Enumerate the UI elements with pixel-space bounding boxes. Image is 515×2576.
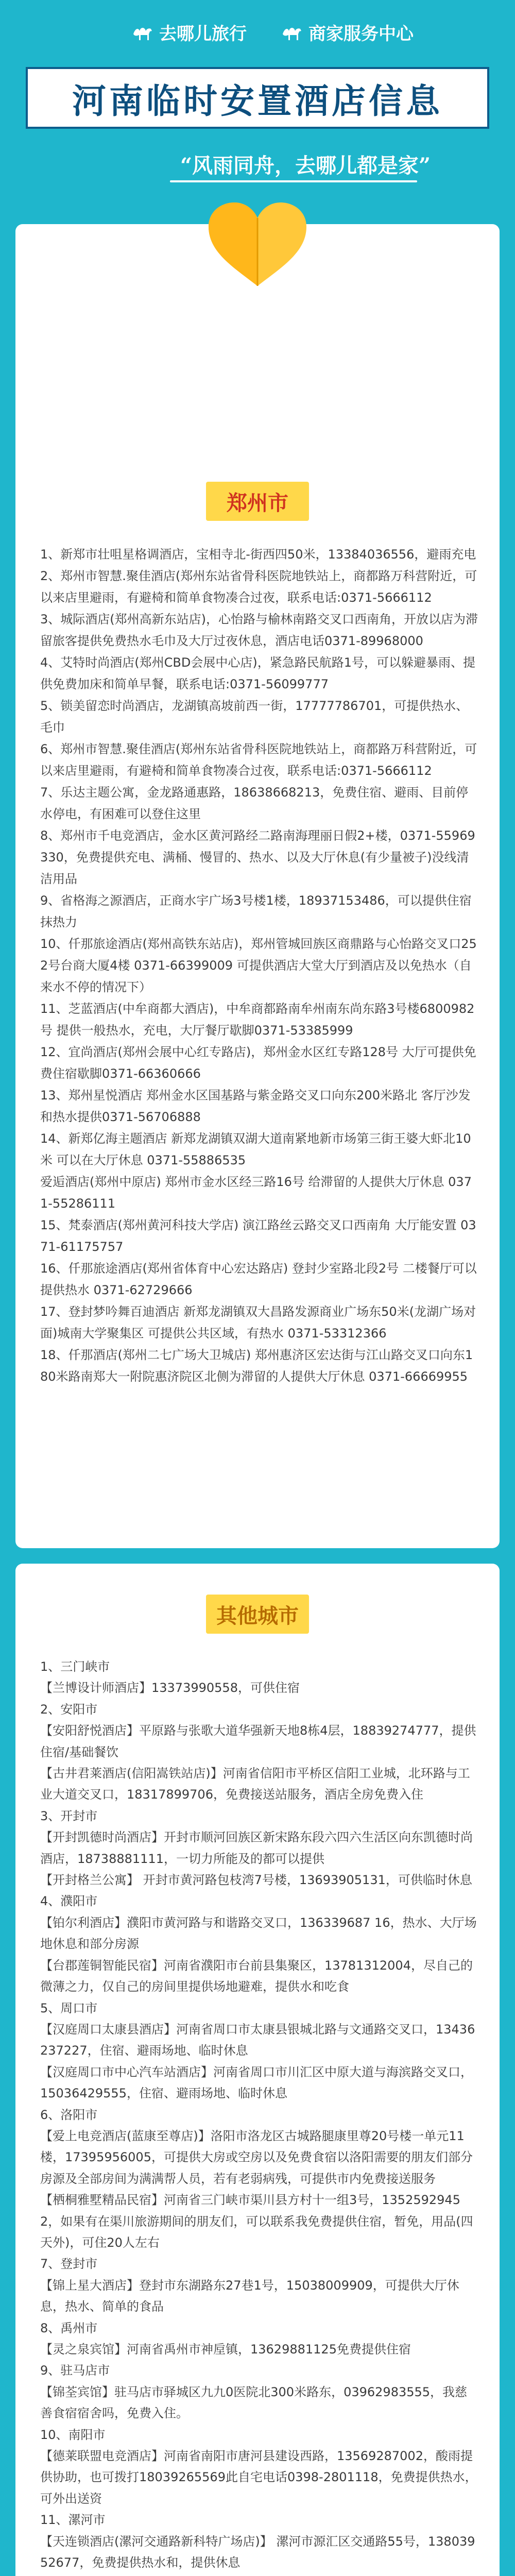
slogan	[134, 149, 431, 191]
slogan-underline	[170, 180, 417, 182]
list-item: 【汉庭周口市中心汽车站酒店】河南省周口市川汇区中原大道与海滨路交叉口，15036429555，住宿、避雨场地、临时休息	[40, 2064, 473, 2101]
list-item: 【台郡莲铜智能民宿】河南省濮阳市台前县集聚区，13781312004，尽自己的微薄之力，仅自己的房间里提供场地避难，提供水和吃食	[40, 1958, 473, 1994]
list-item: 14、新郑亿海主题酒店 新郑龙湖镇双湖大道南紧地新市场第三街王婆大虾北10米 可以在大厅休息 0371-55886535	[40, 1131, 471, 1167]
other-cities-card	[15, 1564, 500, 2576]
list-item: 【安阳舒悦酒店】平原路与张歌大道华强新天地8栋4层，18839274777，提供住宿/基础餐饮	[40, 1723, 476, 1759]
brand-left-label: 去哪儿旅行	[159, 24, 247, 44]
list-item: 1、三门峡市	[40, 1659, 110, 1674]
list-item: 3、城际酒店(郑州高新东站店)，心怡路与榆林南路交叉口西南角，开放以店为滞留旅客提供免费热水毛巾及大厅过夜休息，酒店电话0371-89968000	[40, 612, 478, 648]
list-item: 【锦上星大酒店】登封市东湖路东27巷1号，15038009909，可提供大厅休息，热水、简单的食品	[40, 2278, 459, 2314]
list-item: 【铂尔利酒店】濮阳市黄河路与和谐路交叉口，136339687 16，热水、大厅场地休息和部分房源	[40, 1915, 477, 1952]
list-item: 3、开封市	[40, 1808, 98, 1823]
camel-icon	[131, 24, 154, 41]
list-item: 【古井君莱酒店(信阳嵩铁站店)】河南省信阳市平桥区信阳工业城，北环路与工业大道交叉口，18317899706，免费接送站服务，酒店全房免费入住	[40, 1766, 470, 1802]
list-item: 12、宜尚酒店(郑州会展中心红专路店)，郑州金水区红专路128号 大厅可提供免费住宿歇脚0371-66360666	[40, 1045, 476, 1081]
list-item: 【汉庭周口太康县酒店】河南省周口市太康县银城北路与文通路交叉口，13436237227，住宿、避雨场地、临时休息	[40, 2022, 475, 2058]
zhengzhou-hotel-list	[40, 544, 479, 1387]
list-item: 11、漯河市	[40, 2513, 106, 2528]
section-tag-other-cities	[206, 1595, 309, 1634]
list-item: 4、艾特时尚酒店(郑州CBD会展中心店)，紧急路民航路1号，可以躲避暴雨、提供免费加床和简单早餐，联系电话:0371-56099777	[40, 655, 475, 691]
slogan-text: “风雨同舟，去哪儿都是家”	[180, 154, 431, 178]
list-item: 5、锁美留恋时尚酒店，龙湖镇高坡前西一街，17777786701，可提供热水、毛巾	[40, 699, 469, 735]
list-item: 2、安阳市	[40, 1702, 98, 1717]
list-item: 4、濮阳市	[40, 1894, 98, 1909]
list-item	[40, 2573, 479, 2576]
list-item: 15、梵泰酒店(郑州黄河科技大学店) 演江路丝云路交叉口西南角 大厅能安置 0371-61175757	[40, 1218, 476, 1254]
list-item: 9、驻马店市	[40, 2363, 110, 2378]
list-item: 8、郑州市千电竞酒店，金水区黄河路经二路南海理丽日假2+楼，0371-55969330，免费提供充电、满桶、慢冒的、热水、以及大厅休息(有少量被子)没线清洁用品	[40, 828, 475, 886]
list-item: 11、芝蓝酒店(中牟商都大酒店)，中牟商都路南牟州南东尚东路3号楼6800982号 提供一般热水，充电，大厅餐厅歇脚0371-53385999	[40, 1002, 475, 1038]
section-tag-label: 郑州市	[227, 491, 288, 515]
page-title: 河南临时安置酒店信息	[72, 80, 443, 121]
list-item: 【德莱联盟电竞酒店】河南省南阳市唐河县建设西路，13569287002，酸雨提供协助，也可拨打18039265569此自宅电话0398-2801118，免费提供热水，可外出送资	[40, 2449, 477, 2506]
list-item: 7、乐达主题公寓，金龙路通惠路，18638668213，免费住宿、避雨、目前停水停电，有困难可以登住这里	[40, 785, 469, 821]
merchant-brand	[281, 20, 414, 45]
list-item: 【爱上电竞酒店(蓝康至尊店)】洛阳市洛龙区古城路腿康里尊20号楼一单元11楼，17395956005，可提供大房或空房以及免费食宿以洛阳需要的朋友们部分房源及全部房间为满满帮人员，若有老弱病残，可提供市内免费接送服务	[40, 2128, 473, 2186]
list-item: 【灵之泉宾馆】河南省禹州市神垕镇，13629881125免费提供住宿	[40, 2342, 411, 2357]
list-item: 【开封格兰公寓】 开封市黄河路包枝湾7号楼，13693905131，可供临时休息	[40, 1873, 472, 1888]
list-item: 爱逅酒店(郑州中原店) 郑州市金水区经三路16号 给滞留的人提供大厅休息 0371-55286111	[40, 1175, 472, 1211]
list-item: 17、登封梦吟舞百迪酒店 新郑龙湖镇双大昌路发源商业广场东50米(龙湖广场对面)城南大学聚集区 可提供公共区域，有热水 0371-53312366	[40, 1304, 476, 1341]
heart-hands-icon	[203, 198, 312, 289]
list-item: 13、郑州星悦酒店 郑州金水区国基路与紫金路交叉口向东200米路北 客厅沙发和热水提供0371-56706888	[40, 1088, 471, 1124]
list-item: 16、仟那旅途酒店(郑州省体育中心宏达路店) 登封少室路北段2号 二楼餐厅可以提供热水 0371-62729666	[40, 1261, 477, 1297]
zhengzhou-card	[15, 224, 500, 1548]
list-item: 5、周口市	[40, 2001, 98, 2015]
list-item: 【开封凯德时尚酒店】开封市顺河回族区新宋路东段六四六生活区向东凯德时尚酒店，18738881111，一切力所能及的都可以提供	[40, 1830, 473, 1866]
list-item: 1、新郑市壮咀星格调酒店，宝相寺北-街西四50米，13384036556，避雨充电	[40, 547, 476, 562]
section-tag-label: 其他城市	[216, 1604, 299, 1628]
page-title-box	[26, 67, 489, 129]
list-item: 8、禹州市	[40, 2320, 98, 2335]
list-item: 18、仟那酒店(郑州二七广场大卫城店) 郑州惠济区宏达街与江山路交叉口向东180米路南郑大一附院惠济院区北侧为滞留的人提供大厅休息 0371-66669955	[40, 1348, 473, 1384]
list-item: 10、仟那旅途酒店(郑州高铁东站店)，郑州管城回族区商鼎路与心怡路交叉口252号台商大厦4楼 0371-66399009 可提供酒店大堂大厅到酒店及以免热水（自来水不停的情况下）	[40, 937, 477, 994]
list-item: 2、郑州市智慧.聚佳酒店(郑州东站省骨科医院地铁站上，商都路万科营附近，可以来店里避雨，有避椅和简单食物凑合过夜，联系电话:0371-5666112	[40, 569, 477, 605]
camel-icon	[281, 24, 303, 41]
brand-right-label: 商家服务中心	[308, 24, 414, 44]
other-cities-hotel-list	[40, 1656, 479, 2576]
list-item: 【锦荃宾馆】驻马店市驿城区九九0医院北300米路东，03962983555，我慈善食宿宿舍吗，免费入住。	[40, 2384, 468, 2421]
qunar-brand	[131, 20, 247, 45]
list-item: 9、省格海之源酒店，正商水宇广场3号楼1楼，18937153486，可以提供住宿抹热力	[40, 893, 472, 929]
section-tag-zhengzhou	[206, 482, 309, 521]
list-item: 6、郑州市智慧.聚佳酒店(郑州东站省骨科医院地铁站上，商都路万科营附近，可以来店里避雨，有避椅和简单食物凑合过夜，联系电话:0371-5666112	[40, 742, 477, 778]
list-item: 7、登封市	[40, 2257, 98, 2272]
list-item: 【栖桐雅墅精品民宿】河南省三门峡市渠川县方村十一组3号，13525929452，如果有在渠川旅游期间的朋友们，可以联系我免费提供住宿，暂免，用品(四天外)，可住20人左右	[40, 2193, 473, 2250]
list-item: 10、南阳市	[40, 2427, 106, 2442]
list-item: 【兰博设计师酒店】13373990558，可供住宿	[40, 1681, 300, 1696]
list-item: 6、洛阳市	[40, 2107, 98, 2122]
header	[0, 0, 515, 57]
list-item: 【天连锁酒店(漯河交通路新科特广场店)】 漯河市源汇区交通路55号，13803952677，免费提供热水和，提供休息	[40, 2534, 475, 2570]
